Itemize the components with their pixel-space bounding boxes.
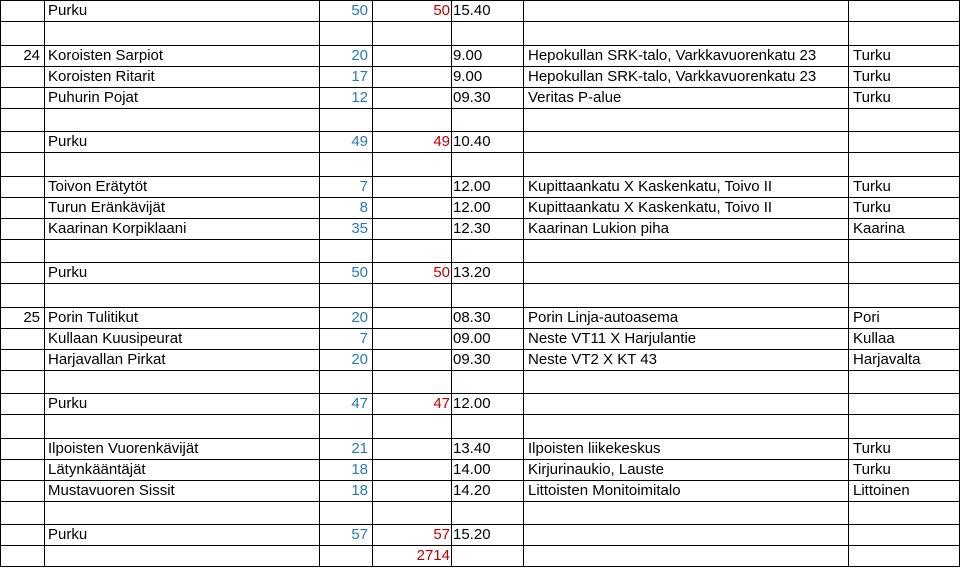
time-cell: 9.00 (452, 45, 524, 66)
town-cell: Turku (849, 66, 960, 87)
empty-cell (524, 415, 849, 439)
table-row (1, 197, 960, 218)
participant-count-cell: 8 (320, 197, 373, 218)
group-number-cell (1, 197, 45, 218)
empty-cell (45, 284, 320, 308)
empty-cell (1, 501, 45, 525)
empty-cell (849, 108, 960, 132)
participant-count-cell: 50 (320, 1, 373, 22)
empty-cell (452, 501, 524, 525)
address-cell: Neste VT11 X Harjulantie (524, 328, 849, 349)
participant-count-cell: 17 (320, 66, 373, 87)
empty-cell (1, 108, 45, 132)
running-total-cell: 47 (373, 394, 452, 415)
participant-count-cell: 20 (320, 349, 373, 370)
empty-cell (320, 284, 373, 308)
address-cell (524, 394, 849, 415)
running-total-cell (373, 328, 452, 349)
group-number-cell (1, 87, 45, 108)
group-name-cell: Puhurin Pojat (45, 87, 320, 108)
town-cell: Littoinen (849, 480, 960, 501)
participant-count-cell: 21 (320, 438, 373, 459)
town-cell: Harjavalta (849, 349, 960, 370)
running-total-cell: 50 (373, 1, 452, 22)
participant-count-cell: 18 (320, 459, 373, 480)
empty-cell (849, 22, 960, 46)
empty-cell (452, 415, 524, 439)
running-total-cell (373, 66, 452, 87)
town-cell (849, 1, 960, 22)
group-name-cell: Mustavuoren Sissit (45, 480, 320, 501)
spacer-row (1, 22, 960, 46)
town-cell: Turku (849, 197, 960, 218)
spacer-row (1, 501, 960, 525)
spacer-row (1, 108, 960, 132)
running-total-cell (373, 480, 452, 501)
empty-cell (524, 239, 849, 263)
group-name-cell: Kullaan Kuusipeurat (45, 328, 320, 349)
time-cell: 9.00 (452, 66, 524, 87)
running-total-cell (373, 438, 452, 459)
empty-cell (320, 108, 373, 132)
address-cell (524, 1, 849, 22)
empty-cell (524, 22, 849, 46)
address-cell: Kupittaankatu X Kaskenkatu, Toivo II (524, 197, 849, 218)
group-name-cell: Porin Tulitikut (45, 307, 320, 328)
group-name-cell: Kaarinan Korpiklaani (45, 218, 320, 239)
group-number-cell: 25 (1, 307, 45, 328)
empty-cell (320, 153, 373, 177)
empty-cell (373, 239, 452, 263)
empty-cell (849, 501, 960, 525)
participant-count-cell: 35 (320, 218, 373, 239)
group-number-cell (1, 132, 45, 153)
group-number-cell (1, 438, 45, 459)
address-cell: Kupittaankatu X Kaskenkatu, Toivo II (524, 176, 849, 197)
empty-cell (45, 415, 320, 439)
town-cell (849, 394, 960, 415)
empty-cell (45, 370, 320, 394)
empty-cell (1, 239, 45, 263)
empty-cell (524, 370, 849, 394)
table-row (1, 394, 960, 415)
empty-cell (1, 415, 45, 439)
empty-cell (320, 22, 373, 46)
participant-count-cell: 20 (320, 307, 373, 328)
time-cell: 15.20 (452, 525, 524, 546)
table-row (1, 132, 960, 153)
table-row (1, 546, 960, 567)
group-number-cell (1, 1, 45, 22)
time-cell: 14.00 (452, 459, 524, 480)
participant-count-cell: 49 (320, 132, 373, 153)
empty-cell (452, 284, 524, 308)
group-name-cell: Lätynkääntäjät (45, 459, 320, 480)
participant-count-cell: 20 (320, 45, 373, 66)
empty-cell (849, 370, 960, 394)
participant-count-cell: 18 (320, 480, 373, 501)
running-total-cell (373, 45, 452, 66)
running-total-cell (373, 176, 452, 197)
address-cell: Kirjurinaukio, Lauste (524, 459, 849, 480)
participant-count-cell: 50 (320, 263, 373, 284)
empty-cell (849, 415, 960, 439)
empty-cell (45, 22, 320, 46)
spacer-row (1, 370, 960, 394)
empty-cell (373, 22, 452, 46)
time-cell: 12.00 (452, 394, 524, 415)
group-number-cell (1, 525, 45, 546)
town-cell (849, 546, 960, 567)
table-row (1, 87, 960, 108)
table-row (1, 525, 960, 546)
running-total-cell (373, 349, 452, 370)
group-number-cell (1, 394, 45, 415)
empty-cell (452, 22, 524, 46)
table-row (1, 480, 960, 501)
table-row (1, 307, 960, 328)
table-row (1, 218, 960, 239)
empty-cell (320, 239, 373, 263)
address-cell: Ilpoisten liikekeskus (524, 438, 849, 459)
group-name-cell (45, 546, 320, 567)
group-number-cell (1, 546, 45, 567)
empty-cell (373, 370, 452, 394)
group-name-cell: Turun Eränkävijät (45, 197, 320, 218)
empty-cell (452, 370, 524, 394)
empty-cell (524, 153, 849, 177)
running-total-cell: 2714 (373, 546, 452, 567)
time-cell: 09.00 (452, 328, 524, 349)
participant-count-cell: 47 (320, 394, 373, 415)
time-cell: 09.30 (452, 349, 524, 370)
table-row (1, 349, 960, 370)
time-cell: 12.00 (452, 197, 524, 218)
empty-cell (849, 284, 960, 308)
address-cell (524, 263, 849, 284)
time-cell: 12.30 (452, 218, 524, 239)
empty-cell (45, 239, 320, 263)
group-name-cell: Purku (45, 525, 320, 546)
address-cell: Hepokullan SRK-talo, Varkkavuorenkatu 23 (524, 66, 849, 87)
time-cell: 13.40 (452, 438, 524, 459)
empty-cell (1, 22, 45, 46)
empty-cell (320, 501, 373, 525)
group-name-cell: Koroisten Sarpiot (45, 45, 320, 66)
running-total-cell: 50 (373, 263, 452, 284)
group-name-cell: Purku (45, 132, 320, 153)
town-cell: Turku (849, 87, 960, 108)
address-cell: Neste VT2 X KT 43 (524, 349, 849, 370)
empty-cell (1, 284, 45, 308)
participant-count-cell: 7 (320, 328, 373, 349)
running-total-cell (373, 218, 452, 239)
group-number-cell (1, 349, 45, 370)
participant-count-cell: 12 (320, 87, 373, 108)
empty-cell (524, 501, 849, 525)
group-name-cell: Harjavallan Pirkat (45, 349, 320, 370)
table-row (1, 45, 960, 66)
group-number-cell (1, 263, 45, 284)
group-name-cell: Toivon Erätytöt (45, 176, 320, 197)
town-cell (849, 525, 960, 546)
spacer-row (1, 239, 960, 263)
address-cell (524, 525, 849, 546)
town-cell: Kullaa (849, 328, 960, 349)
group-name-cell: Purku (45, 394, 320, 415)
town-cell: Turku (849, 438, 960, 459)
empty-cell (452, 153, 524, 177)
time-cell: 13.20 (452, 263, 524, 284)
running-total-cell (373, 307, 452, 328)
group-number-cell: 24 (1, 45, 45, 66)
empty-cell (45, 501, 320, 525)
running-total-cell: 49 (373, 132, 452, 153)
empty-cell (849, 153, 960, 177)
table-row (1, 1, 960, 22)
group-number-cell (1, 480, 45, 501)
empty-cell (320, 415, 373, 439)
empty-cell (373, 153, 452, 177)
empty-cell (373, 501, 452, 525)
running-total-cell: 57 (373, 525, 452, 546)
town-cell: Pori (849, 307, 960, 328)
time-cell: 15.40 (452, 1, 524, 22)
time-cell: 12.00 (452, 176, 524, 197)
running-total-cell (373, 459, 452, 480)
table-row (1, 459, 960, 480)
address-cell: Littoisten Monitoimitalo (524, 480, 849, 501)
time-cell: 08.30 (452, 307, 524, 328)
empty-cell (849, 239, 960, 263)
empty-cell (452, 108, 524, 132)
table-row (1, 438, 960, 459)
spacer-row (1, 415, 960, 439)
schedule-body (1, 1, 960, 567)
town-cell (849, 132, 960, 153)
address-cell: Kaarinan Lukion piha (524, 218, 849, 239)
group-name-cell: Ilpoisten Vuorenkävijät (45, 438, 320, 459)
time-cell: 14.20 (452, 480, 524, 501)
empty-cell (45, 108, 320, 132)
table-row (1, 328, 960, 349)
group-number-cell (1, 328, 45, 349)
participant-count-cell: 57 (320, 525, 373, 546)
spacer-row (1, 153, 960, 177)
town-cell: Turku (849, 45, 960, 66)
time-cell (452, 546, 524, 567)
group-number-cell (1, 459, 45, 480)
group-name-cell: Koroisten Ritarit (45, 66, 320, 87)
table-row (1, 66, 960, 87)
empty-cell (373, 108, 452, 132)
empty-cell (1, 370, 45, 394)
group-number-cell (1, 218, 45, 239)
table-row (1, 176, 960, 197)
town-cell: Turku (849, 459, 960, 480)
empty-cell (452, 239, 524, 263)
address-cell: Porin Linja-autoasema (524, 307, 849, 328)
address-cell: Veritas P-alue (524, 87, 849, 108)
participant-count-cell (320, 546, 373, 567)
empty-cell (524, 284, 849, 308)
town-cell: Turku (849, 176, 960, 197)
group-number-cell (1, 66, 45, 87)
time-cell: 09.30 (452, 87, 524, 108)
empty-cell (1, 153, 45, 177)
table-row (1, 263, 960, 284)
address-cell: Hepokullan SRK-talo, Varkkavuorenkatu 23 (524, 45, 849, 66)
town-cell (849, 263, 960, 284)
time-cell: 10.40 (452, 132, 524, 153)
empty-cell (45, 153, 320, 177)
address-cell (524, 546, 849, 567)
group-number-cell (1, 176, 45, 197)
empty-cell (373, 415, 452, 439)
address-cell (524, 132, 849, 153)
running-total-cell (373, 197, 452, 218)
running-total-cell (373, 87, 452, 108)
group-name-cell: Purku (45, 263, 320, 284)
participant-count-cell: 7 (320, 176, 373, 197)
empty-cell (524, 108, 849, 132)
town-cell: Kaarina (849, 218, 960, 239)
group-name-cell: Purku (45, 1, 320, 22)
empty-cell (320, 370, 373, 394)
empty-cell (373, 284, 452, 308)
spacer-row (1, 284, 960, 308)
